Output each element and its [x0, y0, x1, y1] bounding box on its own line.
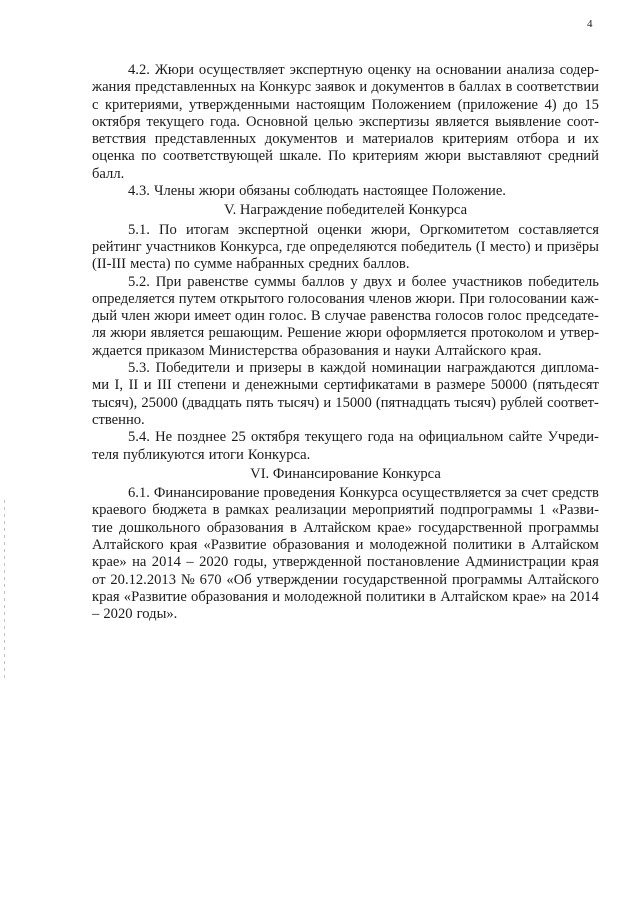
text-line: с критериями, утвержденными настоящим Положением (приложение 4) до 15 [92, 96, 599, 113]
paragraph [92, 360, 599, 429]
section-heading: VI. Финансирование Конкурса [250, 465, 441, 482]
paragraph [92, 183, 599, 200]
text-line: Алтайского края «Развитие образования и молодежной политики в Алтайском [92, 537, 599, 554]
text-line: 5.2. При равенстве суммы баллов у двух и более участников победитель [128, 273, 599, 290]
text-line: теля публикуются итоги Конкурса. [92, 446, 311, 463]
text-line: ственно. [92, 411, 145, 428]
text-line: октября текущего года. Основной целью экспертизы является выявление соот- [92, 113, 599, 130]
text-line: краевого бюджета в рамках реализации мероприятий подпрограммы 1 «Разви- [92, 502, 599, 519]
text-line: 5.4. Не позднее 25 октября текущего года на официальном сайте Учреди- [128, 429, 599, 446]
text-line: рейтинг участников Конкурса, где определяются победитель (I место) и призёры [92, 238, 599, 255]
paragraph [92, 62, 599, 183]
text-line: ветствия представленных документов и материалов критериям отбора и их [92, 131, 599, 148]
text-line: крае» на 2014 – 2020 годы, утвержденной постановление Администрации края [92, 554, 599, 571]
text-line: – 2020 годы». [92, 606, 178, 623]
text-line: (II-III места) по сумме набранных средних баллов. [92, 256, 410, 273]
section-heading: V. Награждение победителей Конкурса [223, 202, 468, 219]
text-line: 5.3. Победители и призеры в каждой номинации награждаются диплома- [128, 360, 599, 377]
paragraph [92, 485, 599, 623]
text-line: жания представленных на Конкурс заявок и документов в баллах в соответствии [92, 79, 599, 96]
text-line: ля жюри является решающим. Решение жюри оформляется протоколом и утвер- [92, 325, 599, 342]
text-line: определяется путем открытого голосования членов жюри. При голосовании каж- [92, 290, 599, 307]
text-line: тысяч), 25000 (двадцать пять тысяч) и 15000 (пятнадцать тысяч) рублей соответ- [92, 394, 599, 411]
text-line: 4.3. Члены жюри обязаны соблюдать настоящее Положение. [128, 183, 506, 200]
text-line: края «Развитие образования и молодежной политики в Алтайском крае» на 2014 [92, 588, 599, 605]
text-line: 4.2. Жюри осуществляет экспертную оценку на основании анализа содер- [128, 62, 599, 78]
paragraph [92, 429, 599, 464]
text-line: тие дошкольного образования в Алтайском крае» государственной программы [92, 519, 599, 536]
text-line: дый член жюри имеет один голос. В случае равенства голосов голос председате- [92, 308, 599, 325]
text-line: от 20.12.2013 № 670 «Об утверждении государственной программы Алтайского [92, 571, 599, 588]
scan-margin-mark [4, 500, 5, 680]
document-body [92, 62, 599, 624]
paragraph [92, 274, 599, 360]
page-number: 4 [587, 18, 593, 30]
text-line: оценка по соответствующей шкале. По критериям жюри выставляют средний [92, 148, 599, 165]
text-line: 5.1. По итогам экспертной оценки жюри, Оргкомитетом составляется [128, 221, 599, 238]
text-line: ждается приказом Министерства образования и науки Алтайского края. [92, 342, 542, 359]
text-line: балл. [92, 165, 125, 182]
paragraph [92, 222, 599, 274]
text-line: 6.1. Финансирование проведения Конкурса осуществляется за счет средств [128, 485, 599, 502]
text-line: ми I, II и III степени и денежными сертификатами в размере 50000 (пятьдесят [92, 377, 599, 394]
